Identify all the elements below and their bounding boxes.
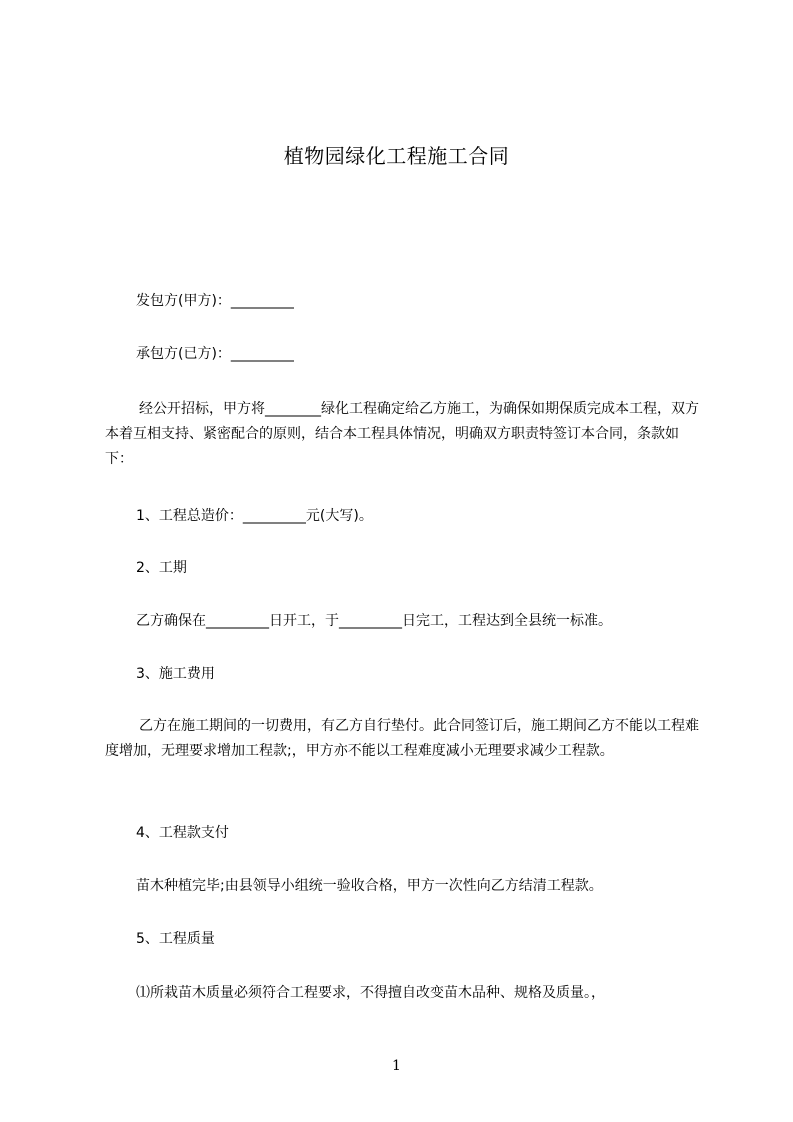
clause-5-heading: 5、工程质量 xyxy=(136,931,215,947)
document-title: 植物园绿化工程施工合同 xyxy=(283,144,510,168)
clause-5-item-1: ⑴所栽苗木质量必须符合工程要求，不得擅自改变苗木品种、规格及质量。， xyxy=(136,985,605,1001)
clause-1: 1、工程总造价：_________元(大写)。 xyxy=(136,508,373,524)
clause-2-heading: 2、工期 xyxy=(136,560,187,576)
page-number: 1 xyxy=(392,1058,401,1074)
party-b-line: 承包方(已方)：_________ xyxy=(136,346,294,362)
party-a-line: 发包方(甲方)：_________ xyxy=(136,293,294,309)
intro-paragraph: 经公开招标，甲方将________绿化工程确定给乙方施工，为确保如期保质完成本工程，双方本着互相支持、紧密配合的原则，结合本工程具体情况，明确双方职责特签订本合同，条款如下： xyxy=(105,401,699,467)
clause-4-body: 苗木种植完毕;由县领导小组统一验收合格，甲方一次性向乙方结清工程款。 xyxy=(136,878,603,894)
clause-3-body: 乙方在施工期间的一切费用，有乙方自行垫付。此合同签订后，施工期间乙方不能以工程难度增加，无理要求增加工程款;，甲方亦不能以工程难度减小无理要求减少工程款。 xyxy=(105,718,699,759)
clause-4-heading: 4、工程款支付 xyxy=(136,825,229,841)
clause-3-heading: 3、施工费用 xyxy=(136,666,215,682)
clause-2-body: 乙方确保在_________日开工，于_________日完工，工程达到全县统一标准。 xyxy=(136,613,612,629)
